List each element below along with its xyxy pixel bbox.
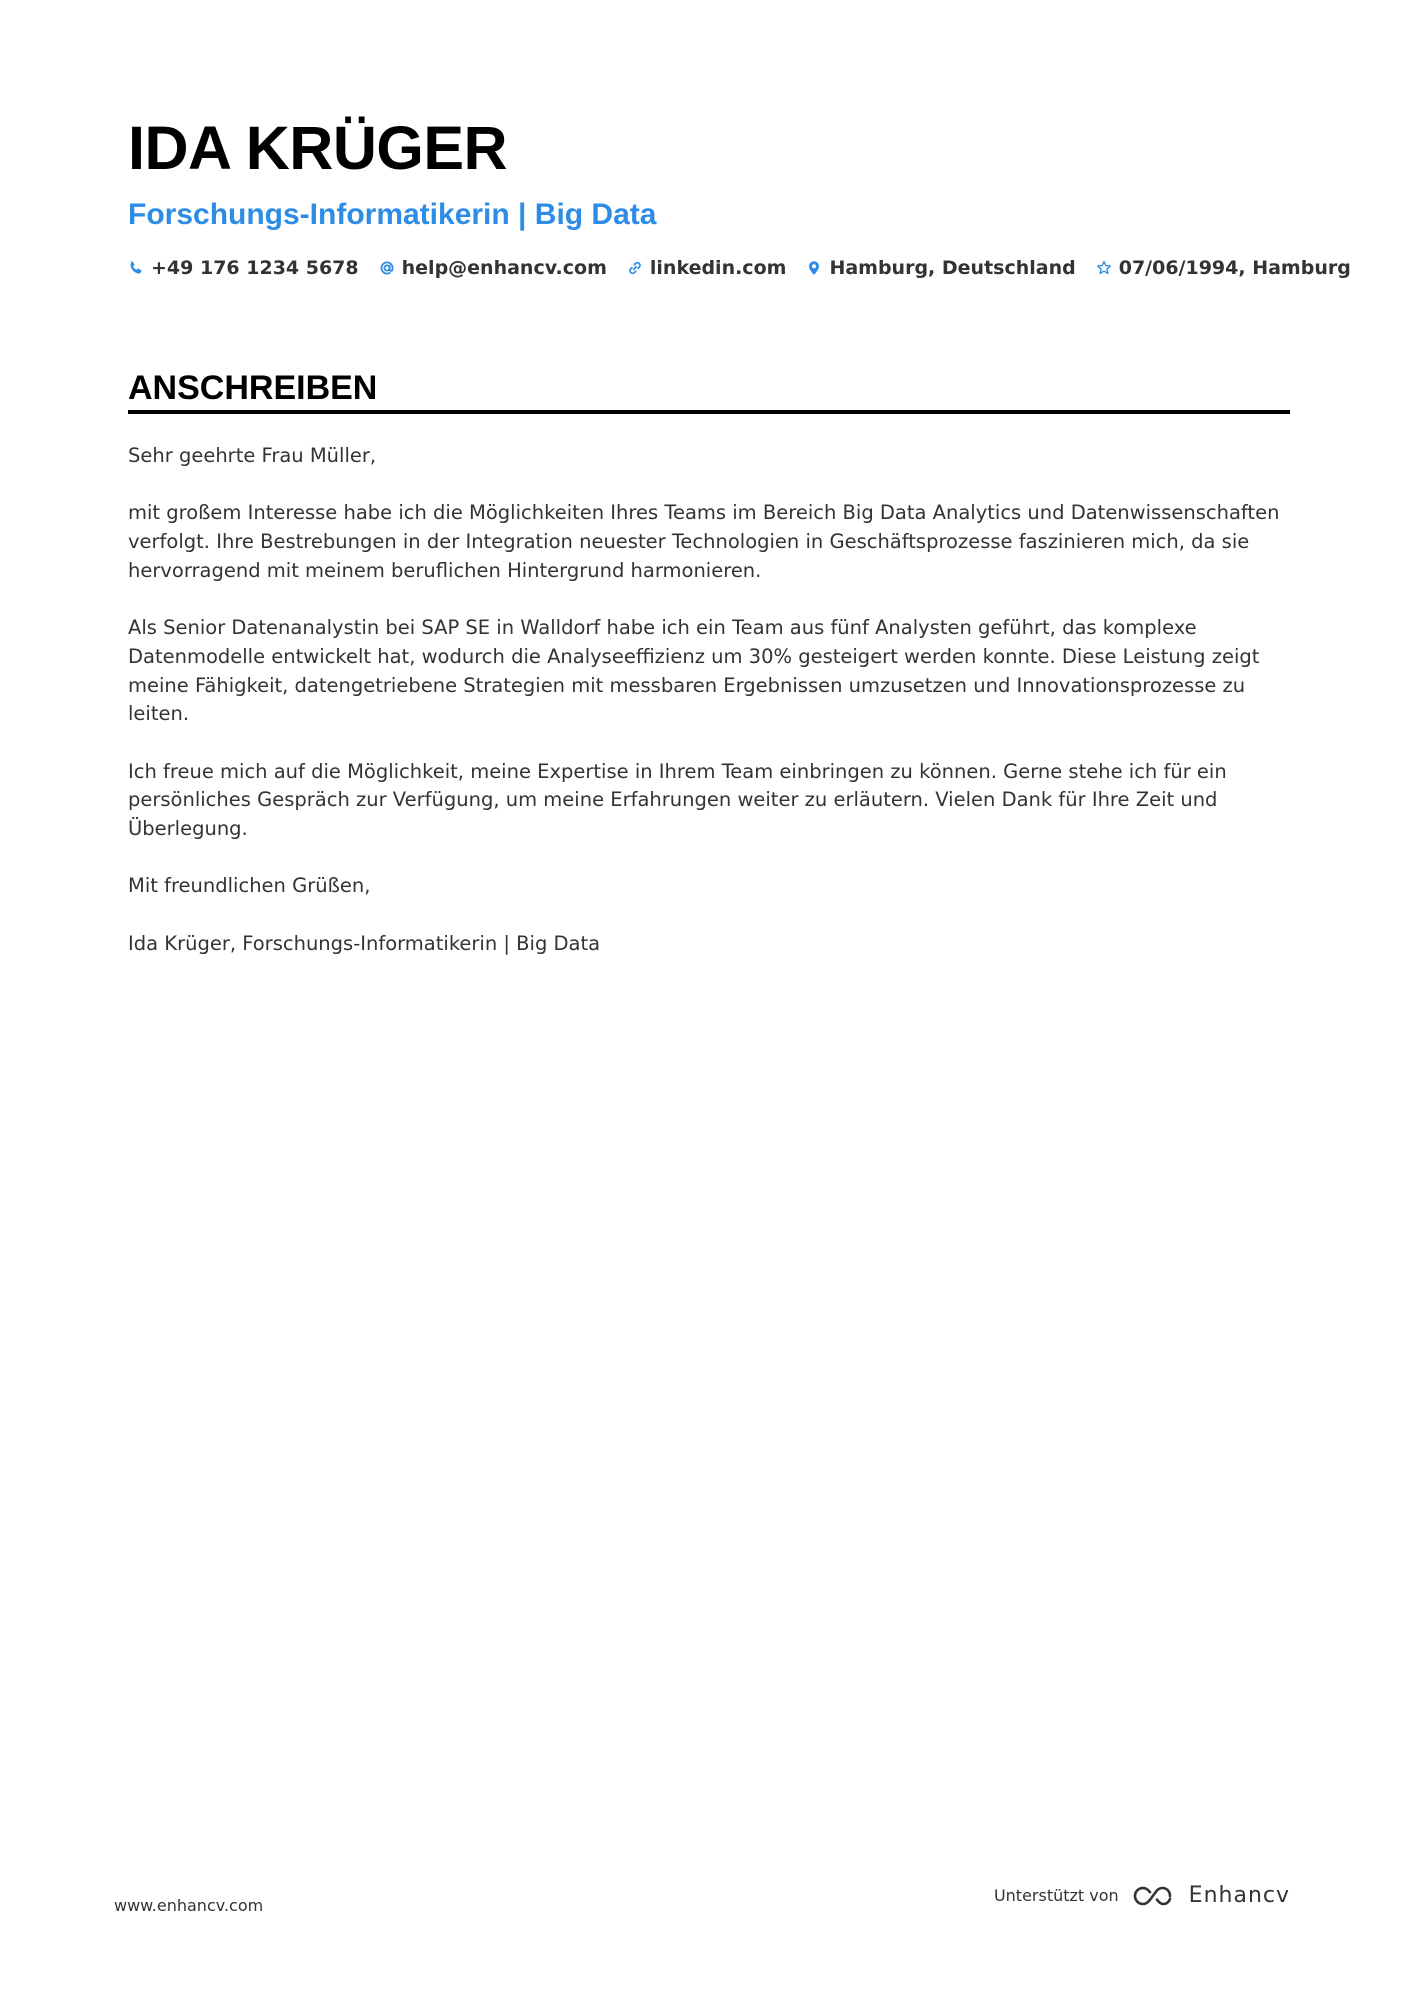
contact-bar <box>128 257 1351 279</box>
letter-salutation: Sehr geehrte Frau Müller, <box>128 444 377 467</box>
contact-linkedin-text[interactable]: linkedin.com <box>649 257 787 279</box>
cover-letter-body <box>128 442 1290 987</box>
link-icon <box>627 260 643 276</box>
contact-email[interactable] <box>379 257 607 279</box>
contact-birth <box>1096 257 1351 279</box>
resume-page <box>128 112 1351 955</box>
letter-signature: Ida Krüger, Forschungs-Informatikerin | Big Data <box>128 931 601 955</box>
candidate-title: Forschungs-Informatikerin | Big Data <box>128 198 657 231</box>
footer-branding <box>994 1883 1290 1908</box>
letter-closing: Mit freundlichen Grüßen, <box>128 874 371 898</box>
letter-paragraph: Ich freue mich auf die Möglichkeit, meine Expertise in Ihrem Team einbringen zu können. Gerne stehe ich für ein persönliches Gespräch zur Verfügung, um meine Erfahrungen weiter zu erläutern. Vielen Dank für Ihre Zeit und Überlegung. <box>128 759 1227 841</box>
location-pin-icon <box>806 260 822 276</box>
section-divider <box>128 410 1290 414</box>
phone-icon <box>128 260 144 276</box>
contact-birth-text: 07/06/1994, Hamburg <box>1118 257 1351 279</box>
at-icon <box>379 260 395 276</box>
section-title: ANSCHREIBEN <box>128 369 378 407</box>
star-icon <box>1096 260 1112 276</box>
footer-website[interactable]: www.enhancv.com <box>114 1896 264 1915</box>
contact-linkedin[interactable] <box>627 257 787 279</box>
enhancv-logo-icon <box>1131 1884 1177 1908</box>
contact-location-text: Hamburg, Deutschland <box>829 257 1076 279</box>
letter-paragraph: Als Senior Datenanalystin bei SAP SE in Walldorf habe ich ein Team aus fünf Analysten geführt, das komplexe Datenmodelle entwickelt hat, wodurch die Analyseeffizienz um 30% gesteigert werden konnte. Diese Leistung zeigt meine Fähigkeit, datengetriebene Strategien mit messbaren Ergebnissen umzusetzen und Innovationsprozesse zu leiten. <box>128 616 1260 726</box>
enhancv-wordmark: Enhancv <box>1188 1883 1290 1908</box>
letter-paragraph: mit großem Interesse habe ich die Möglichkeiten Ihres Teams im Bereich Big Data Analytics und Datenwissenschaften verfolgt. Ihre Bestrebungen in der Integration neuester Technologien in Geschäftsprozesse faszinieren mich, da sie hervorragend mit meinem beruflichen Hintergrund harmonieren. <box>128 501 1280 582</box>
contact-email-text[interactable]: help@enhancv.com <box>401 257 607 279</box>
powered-by-text: Unterstützt von <box>993 1886 1119 1905</box>
candidate-name: IDA KRÜGER <box>128 114 508 182</box>
contact-phone <box>128 257 359 279</box>
contact-location <box>806 257 1075 279</box>
contact-phone-text: +49 176 1234 5678 <box>151 257 359 279</box>
